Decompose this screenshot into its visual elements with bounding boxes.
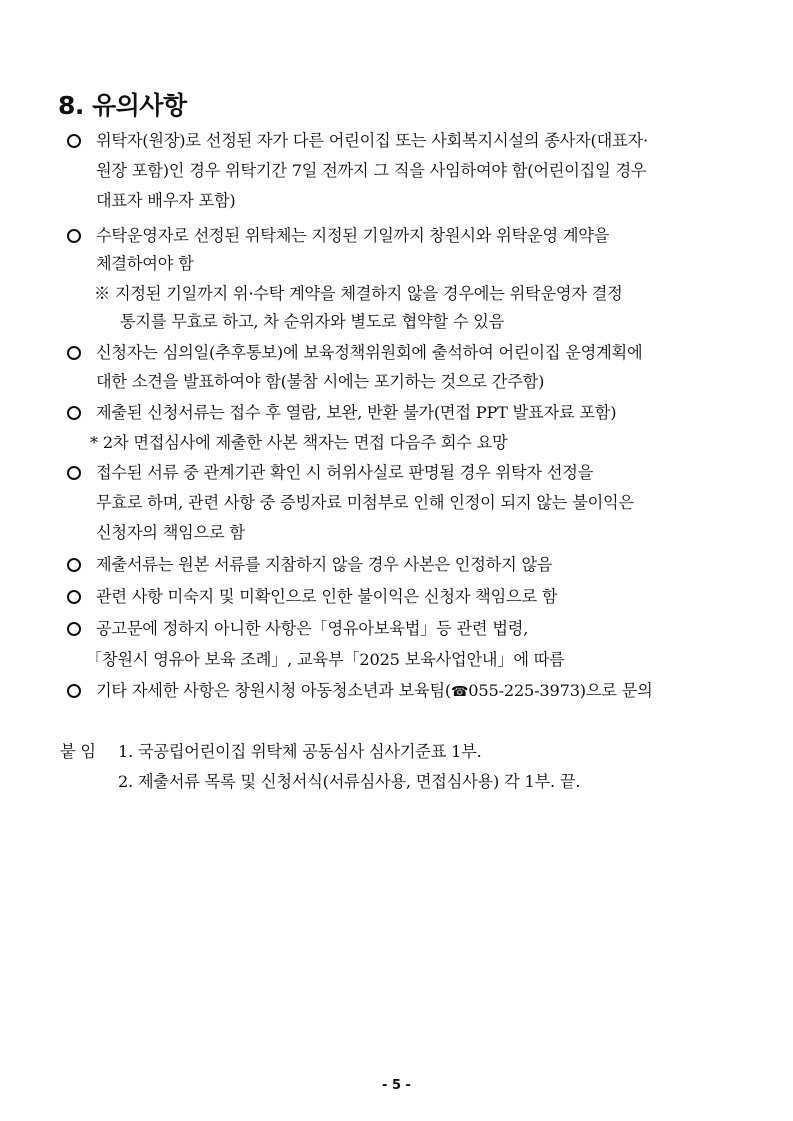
hollow-circle-icon [66,133,82,149]
hollow-circle-icon [66,228,82,244]
item-4-star-note: * 2차 면접심사에 제출한 사본 책자는 면접 다음주 회수 요망 [90,433,508,452]
item-9-line-1: 기타 자세한 사항은 창원시청 아동청소년과 보육팀(☎055-225-3973)으로 문의 [96,681,653,700]
section-title: 8. 유의사항 [58,91,187,120]
item-2-line-1: 수탁운영자로 선정된 위탁체는 지정된 기일까지 창원시와 위탁운영 계약을 [96,226,610,245]
hollow-circle-icon [66,621,82,637]
item-5-line-2: 무효로 하며, 관련 사항 중 증빙자료 미첨부로 인해 인정이 되지 않는 불이익은 [96,493,634,512]
reference-mark: ※ [94,284,110,303]
hollow-circle-icon [66,557,82,573]
item-1-line-1: 위탁자(원장)로 선정된 자가 다른 어린이집 또는 사회복지시설의 종사자(대표자· [96,131,648,150]
item-7-line-1: 관련 사항 미숙지 및 미확인으로 인한 불이익은 신청자 책임으로 함 [96,587,558,606]
hollow-circle-icon [66,589,82,605]
item-1-line-3: 대표자 배우자 포함) [96,191,236,210]
attachment-entry-2: 2. 제출서류 목록 및 신청서식(서류심사용, 면접심사용) 각 1부. 끝. [118,772,581,791]
item-8-line-1: 공고문에 정하지 아니한 사항은「영유아보육법」등 관련 법령, [96,619,529,638]
item-2-line-2: 체결하여야 함 [96,254,194,273]
attachment-entry-1: 1. 국공립어린이집 위탁체 공동심사 심사기준표 1부. [118,742,482,761]
telephone-icon: ☎ [451,684,469,700]
hollow-circle-icon [66,683,82,699]
item-5-line-1: 접수된 서류 중 관계기관 확인 시 허위사실로 판명될 경우 위탁자 선정을 [96,463,594,482]
item-3-line-1: 신청자는 심의일(추후통보)에 보육정책위원회에 출석하여 어린이집 운영계획에 [96,343,643,362]
item-8-line-2: 「창원시 영유아 보육 조례」, 교육부「2025 보육사업안내」에 따름 [86,650,565,669]
hollow-circle-icon [66,345,82,361]
item-4-line-1: 제출된 신청서류는 접수 후 열람, 보완, 반환 불가(면접 PPT 발표자료 포함) [96,403,617,422]
item-2-note-line-1: ※ 지정된 기일까지 위·수탁 계약을 체결하지 않을 경우에는 위탁운영자 결정 [94,284,623,303]
item-2-note-line-2: 통지를 무효로 하고, 차 순위자와 별도로 협약할 수 있음 [120,312,505,331]
item-6-line-1: 제출서류는 원본 서류를 지참하지 않을 경우 사본은 인정하지 않음 [96,555,553,574]
item-1-line-2: 원장 포함)인 경우 위탁기간 7일 전까지 그 직을 사임하여야 함(어린이집일 경우 [96,161,647,180]
page-number: - 5 - [382,1078,411,1093]
hollow-circle-icon [66,405,82,421]
attachment-label: 붙 임 [60,742,96,761]
item-5-line-3: 신청자의 책임으로 함 [96,523,245,542]
hollow-circle-icon [66,465,82,481]
item-3-line-2: 대한 소견을 발표하여야 함(불참 시에는 포기하는 것으로 간주함) [96,372,545,391]
